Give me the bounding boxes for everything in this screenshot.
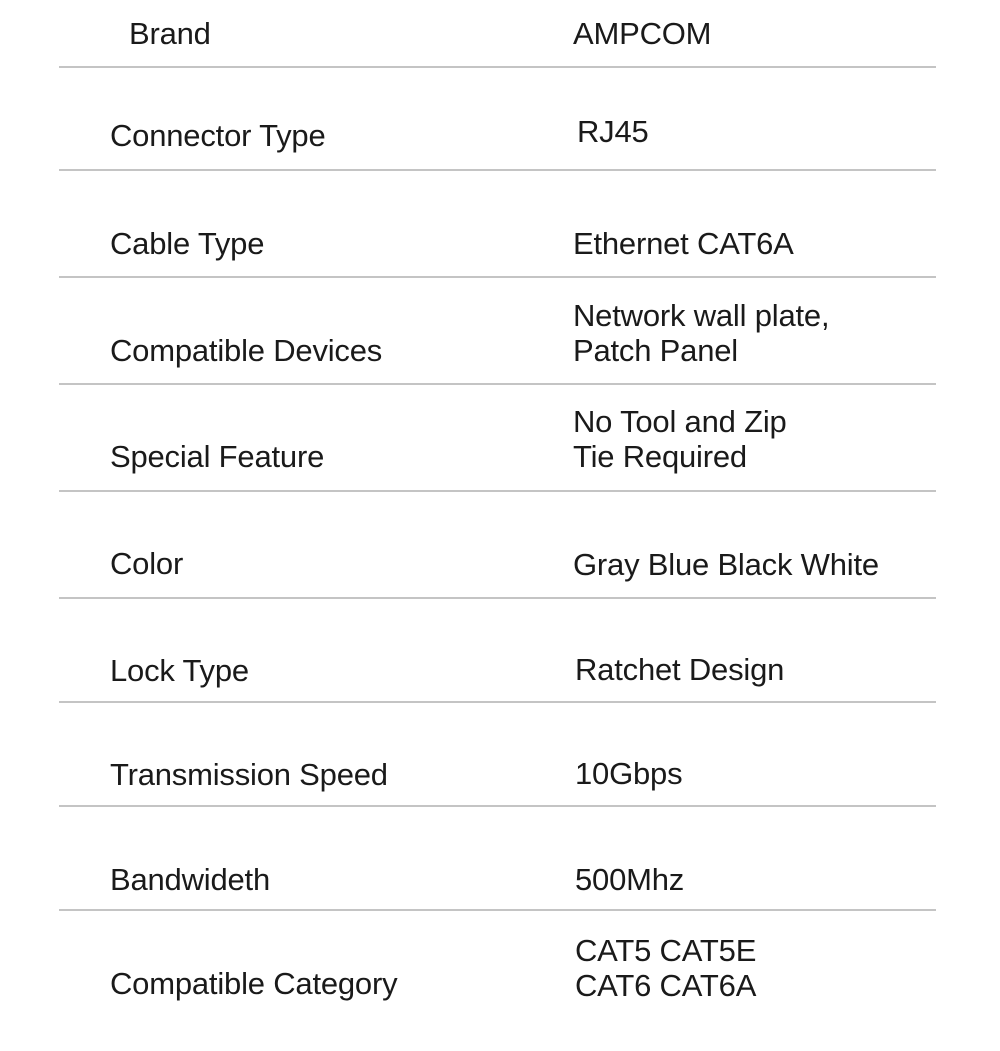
spec-row-color — [59, 492, 936, 599]
spec-value: No Tool and Zip — [573, 404, 787, 439]
spec-value: Ethernet CAT6A — [573, 226, 794, 261]
spec-label: Cable Type — [110, 226, 265, 261]
spec-row-connector-type — [59, 68, 936, 171]
spec-value: Gray Blue Black White — [573, 547, 879, 582]
spec-value: 500Mhz — [575, 862, 685, 897]
spec-label: Connector Type — [110, 118, 326, 153]
spec-value: AMPCOM — [573, 16, 712, 51]
spec-value: Ratchet Design — [575, 652, 785, 687]
spec-row-compatible-devices — [59, 278, 936, 385]
spec-value: CAT5 CAT5E — [575, 933, 757, 968]
spec-value: Tie Required — [573, 439, 747, 474]
spec-label: Brand — [129, 16, 211, 51]
spec-value: Patch Panel — [573, 333, 738, 368]
spec-label: Bandwideth — [110, 862, 271, 897]
spec-row-bandwidth — [59, 807, 936, 911]
spec-value: 10Gbps — [575, 756, 683, 791]
spec-label: Color — [110, 546, 184, 581]
spec-row-transmission-speed — [59, 703, 936, 807]
spec-row-cable-type — [59, 171, 936, 278]
spec-label: Lock Type — [110, 653, 249, 688]
spec-label: Special Feature — [110, 439, 325, 474]
spec-table — [59, 0, 936, 1051]
spec-row-brand — [59, 0, 936, 68]
spec-label: Transmission Speed — [110, 757, 388, 792]
spec-row-special-feature — [59, 385, 936, 492]
spec-value: Network wall plate, — [573, 298, 830, 333]
spec-label: Compatible Category — [110, 966, 398, 1001]
spec-row-compatible-category — [59, 911, 936, 1051]
spec-value: CAT6 CAT6A — [575, 968, 757, 1003]
spec-value: RJ45 — [577, 114, 649, 149]
spec-label: Compatible Devices — [110, 333, 383, 368]
spec-row-lock-type — [59, 599, 936, 703]
